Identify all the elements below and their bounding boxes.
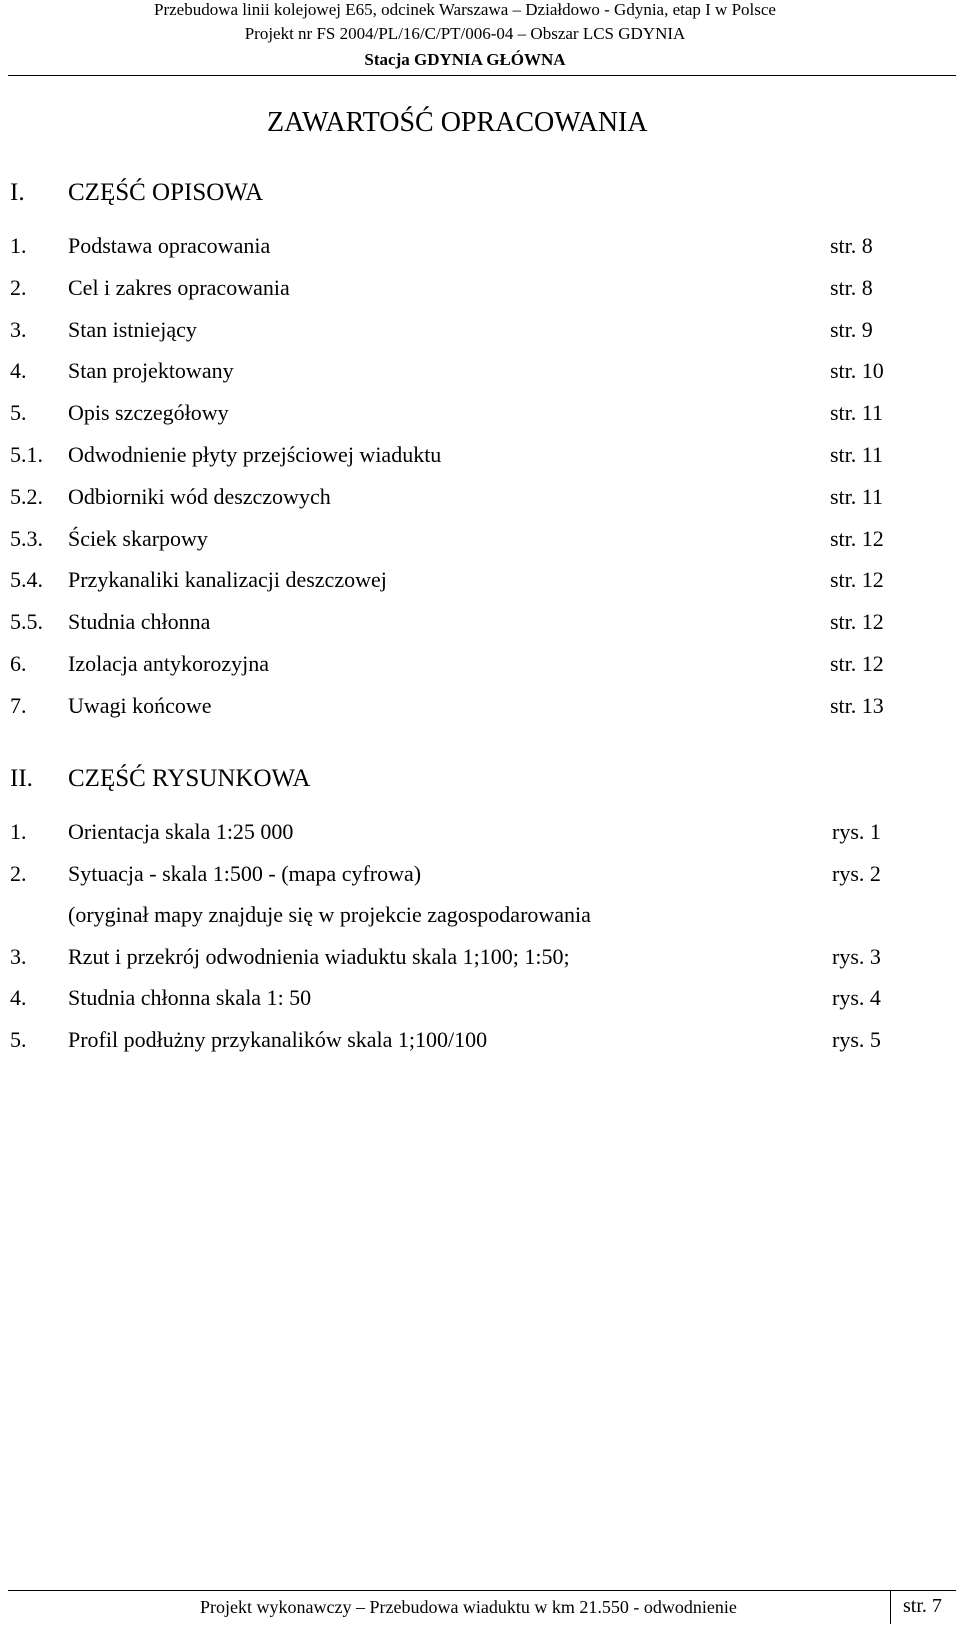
document-title: ZAWARTOŚĆ OPRACOWANIA [267, 107, 648, 138]
toc-entry-title: Studnia chłonna skala 1: 50 [68, 985, 312, 1011]
toc-entry-title: Cel i zakres opracowania [68, 274, 290, 300]
toc-entry-title: Rzut i przekrój odwodnienia wiaduktu skala 1;100; 1:50; [68, 943, 570, 969]
toc-entry-page: str. 12 [830, 609, 884, 635]
section-heading-part1 [10, 178, 263, 208]
toc-entry-title: Stan istniejący [68, 316, 197, 342]
toc-entry [10, 526, 890, 552]
toc-entry-title: Przykanaliki kanalizacji deszczowej [68, 567, 387, 593]
toc-entry [10, 1027, 890, 1053]
toc-entry-page: str. 12 [830, 525, 884, 551]
toc-entry-page: str. 12 [830, 567, 884, 593]
toc-entry-number: 5. [10, 1027, 27, 1052]
toc-entry [10, 819, 890, 845]
toc-entry-title: Studnia chłonna [68, 609, 211, 635]
footer-divider [8, 1590, 956, 1591]
toc-entry-number: 7. [10, 692, 27, 718]
toc-entry-title: Orientacja skala 1:25 000 [68, 819, 294, 844]
toc-entry [10, 651, 890, 677]
toc-entry-number: 3. [10, 316, 27, 342]
toc-entry-title: Uwagi końcowe [68, 692, 212, 718]
toc-entry-number: 3. [10, 943, 27, 969]
toc-entry [10, 442, 890, 468]
toc-entry-title: Odbiorniki wód deszczowych [68, 483, 331, 509]
toc-entry-page: str. 9 [830, 316, 873, 342]
toc-entry [10, 358, 890, 384]
toc-entry-page: rys. 1 [832, 819, 881, 844]
section-number: I. [10, 179, 25, 206]
section-label: CZĘŚĆ OPISOWA [68, 179, 264, 206]
toc-entry-page: rys. 5 [832, 1027, 881, 1052]
toc-entry-page: str. 13 [830, 692, 884, 718]
section-label: CZĘŚĆ RYSUNKOWA [68, 765, 311, 792]
toc-entry-number: 1. [10, 233, 27, 258]
toc-entry-page: str. 12 [830, 651, 884, 676]
header-line-3: Stacja GDYNIA GŁÓWNA [364, 50, 566, 69]
toc-entry-number: 2. [10, 860, 27, 886]
toc-entry-number: 1. [10, 819, 27, 844]
toc-entry [10, 609, 890, 635]
toc-entry [10, 902, 890, 928]
toc-entry [10, 567, 890, 593]
toc-entry [10, 861, 890, 887]
toc-entry-number: 5.3. [10, 525, 43, 551]
header-line-1: Przebudowa linii kolejowej E65, odcinek Warszawa – Działdowo - Gdynia, etap I w Polsce [154, 0, 776, 19]
toc-entry-page: rys. 3 [832, 943, 881, 969]
section-heading-part2 [10, 764, 310, 794]
toc-entry-number: 4. [10, 358, 27, 384]
header-line-2: Projekt nr FS 2004/PL/16/C/PT/006-04 – Obszar LCS GDYNIA [244, 24, 686, 43]
toc-entry-number: 5.2. [10, 483, 43, 509]
toc-entry-number: 5.1. [10, 442, 43, 467]
toc-entry-title: Odwodnienie płyty przejściowej wiaduktu [68, 442, 442, 467]
footer-page-number: str. 7 [903, 1595, 942, 1617]
toc-entry-number: 6. [10, 651, 27, 676]
toc-entry-title: Izolacja antykorozyjna [68, 651, 269, 676]
toc-entry-number: 5. [10, 400, 27, 426]
toc-entry-page: rys. 4 [832, 985, 881, 1011]
toc-entry-title: Stan projektowany [68, 358, 234, 384]
footer-separator [890, 1590, 891, 1624]
toc-entry-page: str. 11 [830, 442, 883, 467]
toc-entry-page: str. 11 [830, 400, 883, 426]
toc-entry [10, 275, 890, 301]
toc-entry-page: rys. 2 [832, 860, 881, 886]
toc-entry-page: str. 10 [830, 358, 884, 384]
toc-entry-number: 5.5. [10, 609, 43, 635]
toc-entry [10, 317, 890, 343]
toc-entry-title: Podstawa opracowania [68, 233, 271, 258]
toc-entry-number: 2. [10, 274, 27, 300]
toc-entry-page: str. 11 [830, 483, 883, 509]
toc-entry [10, 944, 890, 970]
toc-entry [10, 693, 890, 719]
toc-entry-title: Opis szczegółowy [68, 400, 229, 426]
toc-entry-title: (oryginał mapy znajduje się w projekcie zagospodarowania [68, 902, 591, 928]
toc-entry [10, 484, 890, 510]
toc-entry [10, 400, 890, 426]
toc-entry-page: str. 8 [830, 274, 873, 300]
toc-entry-number: 4. [10, 985, 27, 1011]
toc-entry [10, 233, 890, 259]
header-divider [8, 75, 956, 76]
toc-entry-number: 5.4. [10, 567, 43, 593]
toc-entry-title: Ściek skarpowy [68, 525, 208, 551]
toc-entry-title: Sytuacja - skala 1:500 - (mapa cyfrowa) [68, 860, 422, 886]
footer-text: Projekt wykonawczy – Przebudowa wiaduktu w km 21.550 - odwodnienie [200, 1597, 737, 1617]
toc-entry-page: str. 8 [830, 233, 873, 258]
toc-entry [10, 985, 890, 1011]
toc-entry-title: Profil podłużny przykanalików skala 1;100/100 [68, 1027, 488, 1052]
section-number: II. [10, 765, 33, 792]
